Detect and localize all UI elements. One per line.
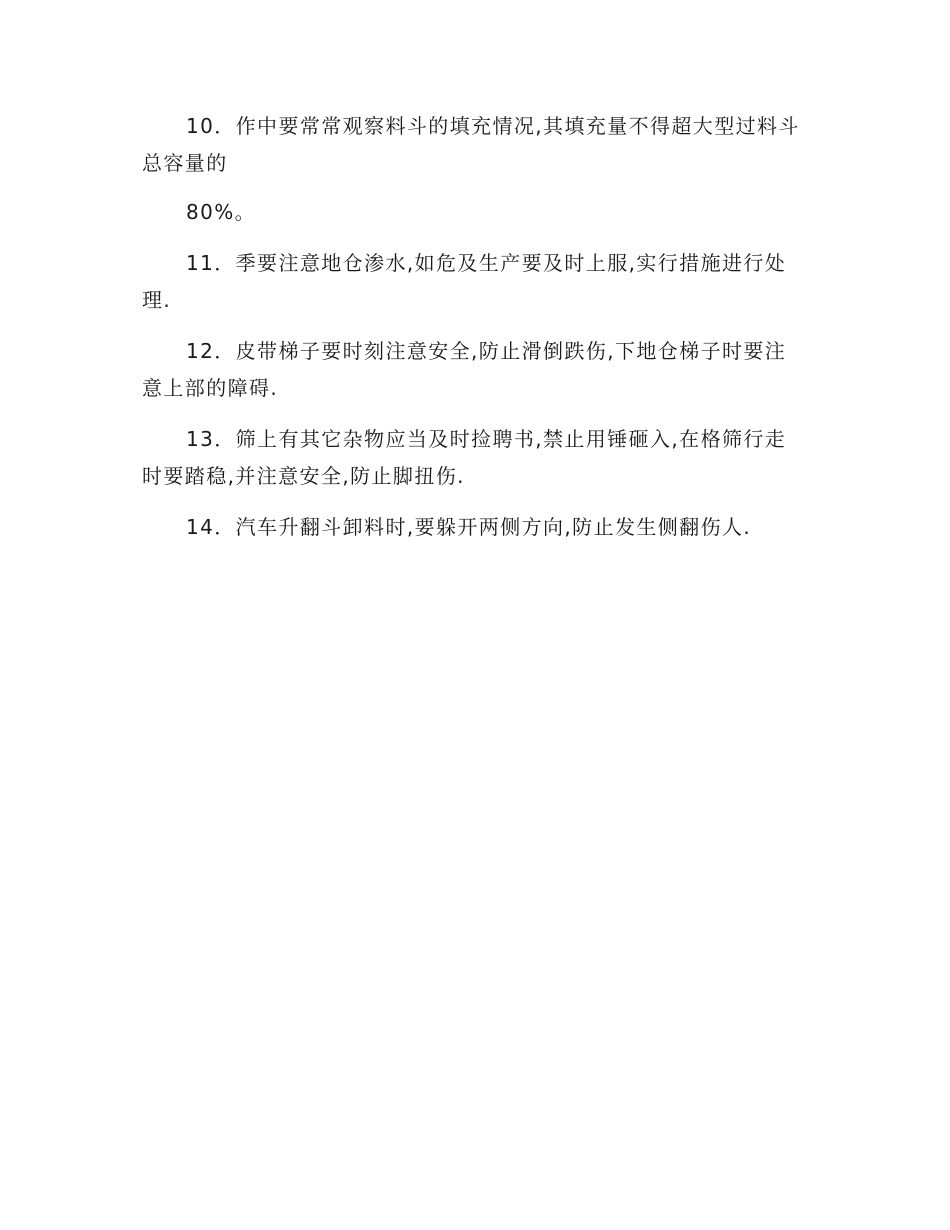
paragraph-12: 12．皮带梯子要时刻注意安全,防止滑倒跌伤,下地仓梯子时要注意上部的障碍. bbox=[142, 339, 787, 400]
paragraph-10: 10．作中要常常观察料斗的填充情况,其填充量不得超大型过料斗总容量的 bbox=[142, 114, 800, 175]
document-body bbox=[142, 108, 804, 560]
paragraph-10-continuation: 80%。 bbox=[186, 200, 257, 224]
paragraph-13: 13．筛上有其它杂物应当及时捡聘书,禁止用锤砸入,在格筛行走时要踏稳,并注意安全,防止脚扭伤. bbox=[142, 427, 787, 488]
paragraph-11: 11．季要注意地仓渗水,如危及生产要及时上服,实行措施进行处理. bbox=[142, 251, 787, 312]
paragraph-14: 14．汽车升翻斗卸料时,要躲开两侧方向,防止发生侧翻伤人. bbox=[186, 515, 752, 539]
